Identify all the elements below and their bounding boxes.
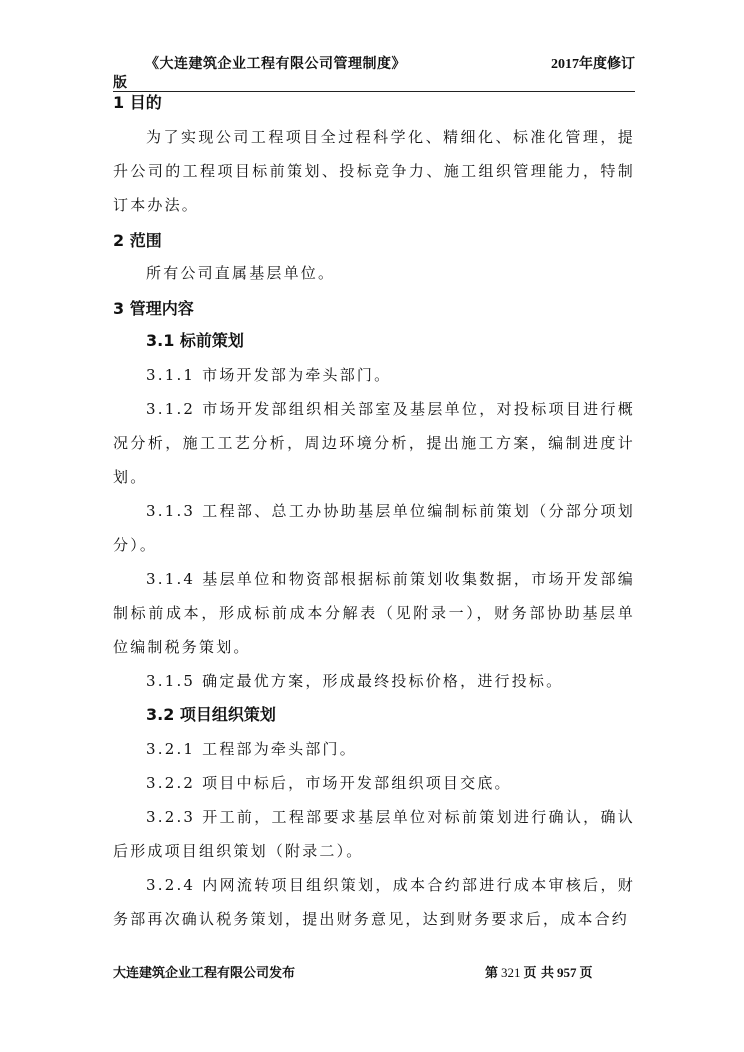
edition-label-wrap: 版 <box>113 75 127 91</box>
page-footer <box>113 962 635 982</box>
paragraph: 所有公司直属基层单位。 <box>146 264 336 282</box>
paragraph: 3.1.1 市场开发部为牵头部门。 <box>146 366 392 384</box>
paragraph: 3.2.2 项目中标后，市场开发部组织项目交底。 <box>146 774 512 792</box>
paragraph: 3.2.4 内网流转项目组织策划，成本合约部进行成本审核后，财务部再次确认税务策划，提出财务意见，达到财务要求后，成本合约 <box>113 876 635 928</box>
page-suffix: 页 <box>579 966 593 981</box>
page-number <box>485 962 593 981</box>
subsection-heading-project-org: 3.2 项目组织策划 <box>146 705 276 724</box>
page-mid: 页 共 <box>523 966 555 981</box>
publisher-label: 大连建筑企业工程有限公司发布 <box>113 966 296 981</box>
edition-label: 2017年度修订 <box>551 57 635 72</box>
page-header <box>113 53 635 92</box>
paragraph: 3.2.1 工程部为牵头部门。 <box>146 740 357 758</box>
paragraph: 3.1.4 基层单位和物资部根据标前策划收集数据，市场开发部编制标前成本，形成标前成本分解表（见附录一），财务部协助基层单位编制税务策划。 <box>113 570 635 656</box>
page-current: 321 <box>501 965 521 980</box>
subsection-heading-prebid: 3.1 标前策划 <box>146 331 244 350</box>
page-total: 957 <box>557 965 577 980</box>
page-prefix: 第 <box>485 966 499 981</box>
paragraph: 3.2.3 开工前，工程部要求基层单位对标前策划进行确认，确认后形成项目组织策划（附录二）。 <box>113 808 635 860</box>
paragraph: 为了实现公司工程项目全过程科学化、精细化、标准化管理，提升公司的工程项目标前策划、投标竞争力、施工组织管理能力，特制订本办法。 <box>113 128 635 214</box>
page-body <box>113 92 635 936</box>
section-heading-management: 3 管理内容 <box>113 299 194 318</box>
document-title: 《大连建筑企业工程有限公司管理制度》 <box>145 56 406 72</box>
paragraph: 3.1.2 市场开发部组织相关部室及基层单位，对投标项目进行概况分析，施工工艺分析，周边环境分析，提出施工方案，编制进度计划。 <box>113 400 635 486</box>
paragraph: 3.1.3 工程部、总工办协助基层单位编制标前策划（分部分项划分）。 <box>113 502 635 554</box>
paragraph: 3.1.5 确定最优方案，形成最终投标价格，进行投标。 <box>146 672 564 690</box>
section-heading-scope: 2 范围 <box>113 231 162 250</box>
section-heading-purpose: 1 目的 <box>113 93 162 112</box>
